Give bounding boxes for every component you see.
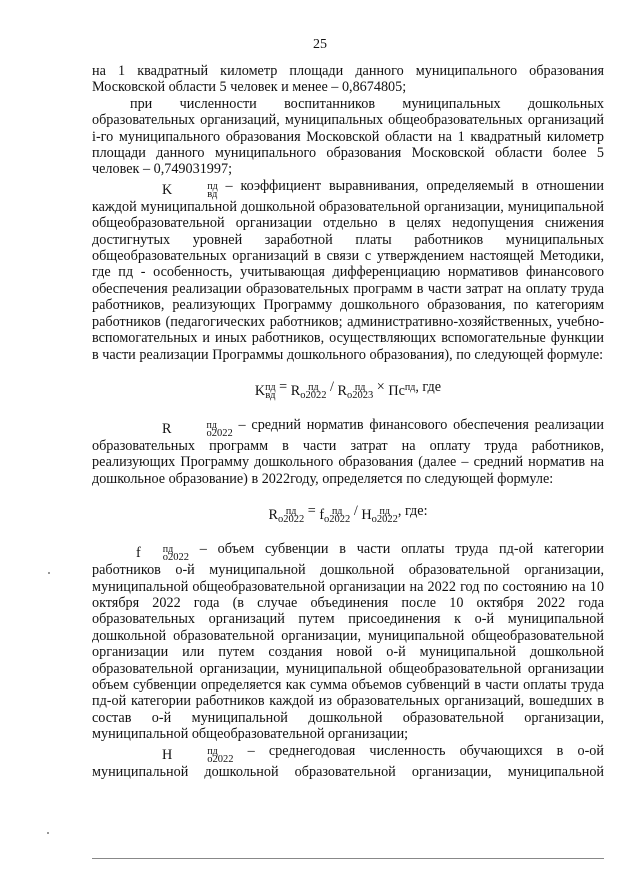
paragraph-alignment-coefficient-text: – коэффициент выравнивания, определяемый в отношении каждой муниципальной дошкольной образовательной организации, муниципальной общеобразовательной организации отдельно в целях недопущения снижения достигнутых уровней заработной платы работников муниципальных общеобразовательных организаций в связи с утверждением настоящей Методики, где пд - особенность, учитывающая дифференциацию нормативов финансового обеспечения реализации образовательных программ в части затрат на оплату труда работников, реализующих Программу дошкольного образования, по категориям работников (педагогических работников; административно-хозяйственных, учебно-вспомогательных и иных работников, осуществляющих вспомогательные функции в части реализации Программы дошкольного образования), по следующей формуле: bbox=[92, 177, 604, 363]
paragraph-average-students-text: – среднегодовая численность обучающихся в о-ой муниципальной дошкольной образовательной организации, муниципальной bbox=[92, 742, 604, 780]
page-number: 25 bbox=[313, 37, 327, 52]
document-body bbox=[92, 63, 604, 780]
paragraph-subvention-volume bbox=[92, 541, 604, 742]
paragraph-average-students bbox=[92, 743, 604, 780]
symbol-r-o2022: R пд о2022 bbox=[162, 419, 233, 439]
paragraph-alignment-coefficient bbox=[92, 178, 604, 363]
scan-artifact bbox=[47, 832, 49, 834]
scan-artifact bbox=[48, 572, 50, 574]
formula-alignment-coefficient: K пд вд = R пд о2022 / R пд о2023 × Пс пд , где bbox=[254, 378, 442, 401]
paragraph-average-norm-text: – средний норматив финансового обеспечения реализации образовательных программ в части затрат на оплату труда работников, реализующих Программу дошкольного образования (далее – средний норматив на дошкольное образование) в 2022году, определяется по следующей формуле: bbox=[92, 416, 604, 487]
paragraph-density-low: на 1 квадратный километр площади данного муниципального образования Московской области 5 человек и менее – 0,8674805; bbox=[92, 63, 604, 96]
symbol-k-vd: K пд вд bbox=[162, 180, 218, 200]
page-bottom-rule bbox=[92, 858, 604, 859]
symbol-h-o2022: H пд о2022 bbox=[162, 745, 234, 765]
symbol-f-o2022: f пд о2022 bbox=[136, 544, 189, 564]
paragraph-average-norm bbox=[92, 417, 604, 487]
paragraph-density-high: при численности воспитанников муниципальных дошкольных образовательных организаций, муниципальных общеобразовательных организаций i-го муниципального образования Московской области на 1 квадратный километр площади данного муниципального образования Московской области более 5 человек – 0,749031997; bbox=[92, 95, 604, 178]
formula-average-norm: R пд о2022 = f пд о2022 / H пд о2022 , где: bbox=[268, 503, 428, 526]
paragraph-subvention-volume-text: – объем субвенции в части оплаты труда пд-ой категории работников о-й муниципальной дошкольной образовательной организации, муниципальной общеобразовательной организации на 2022 год по состоянию на 10 октября 2022 года (в случае объединения после 10 октября 2022 года образовательных организаций путем присоединения к о-й муниципальной дошкольной образовательной организации, муниципальной общеобразовательной организации или путем создания новой о-й муниципальной дошкольной образовательной организации, муниципальной общеобразовательной организации объем субвенции определяется как сумма объемов субвенций в части оплаты труда пд-ой категории работников каждой из образовательных организаций, вошедших в состав о-й муниципальной дошкольной образовательной организации, муниципальной общеобразовательной организации; bbox=[92, 541, 604, 743]
